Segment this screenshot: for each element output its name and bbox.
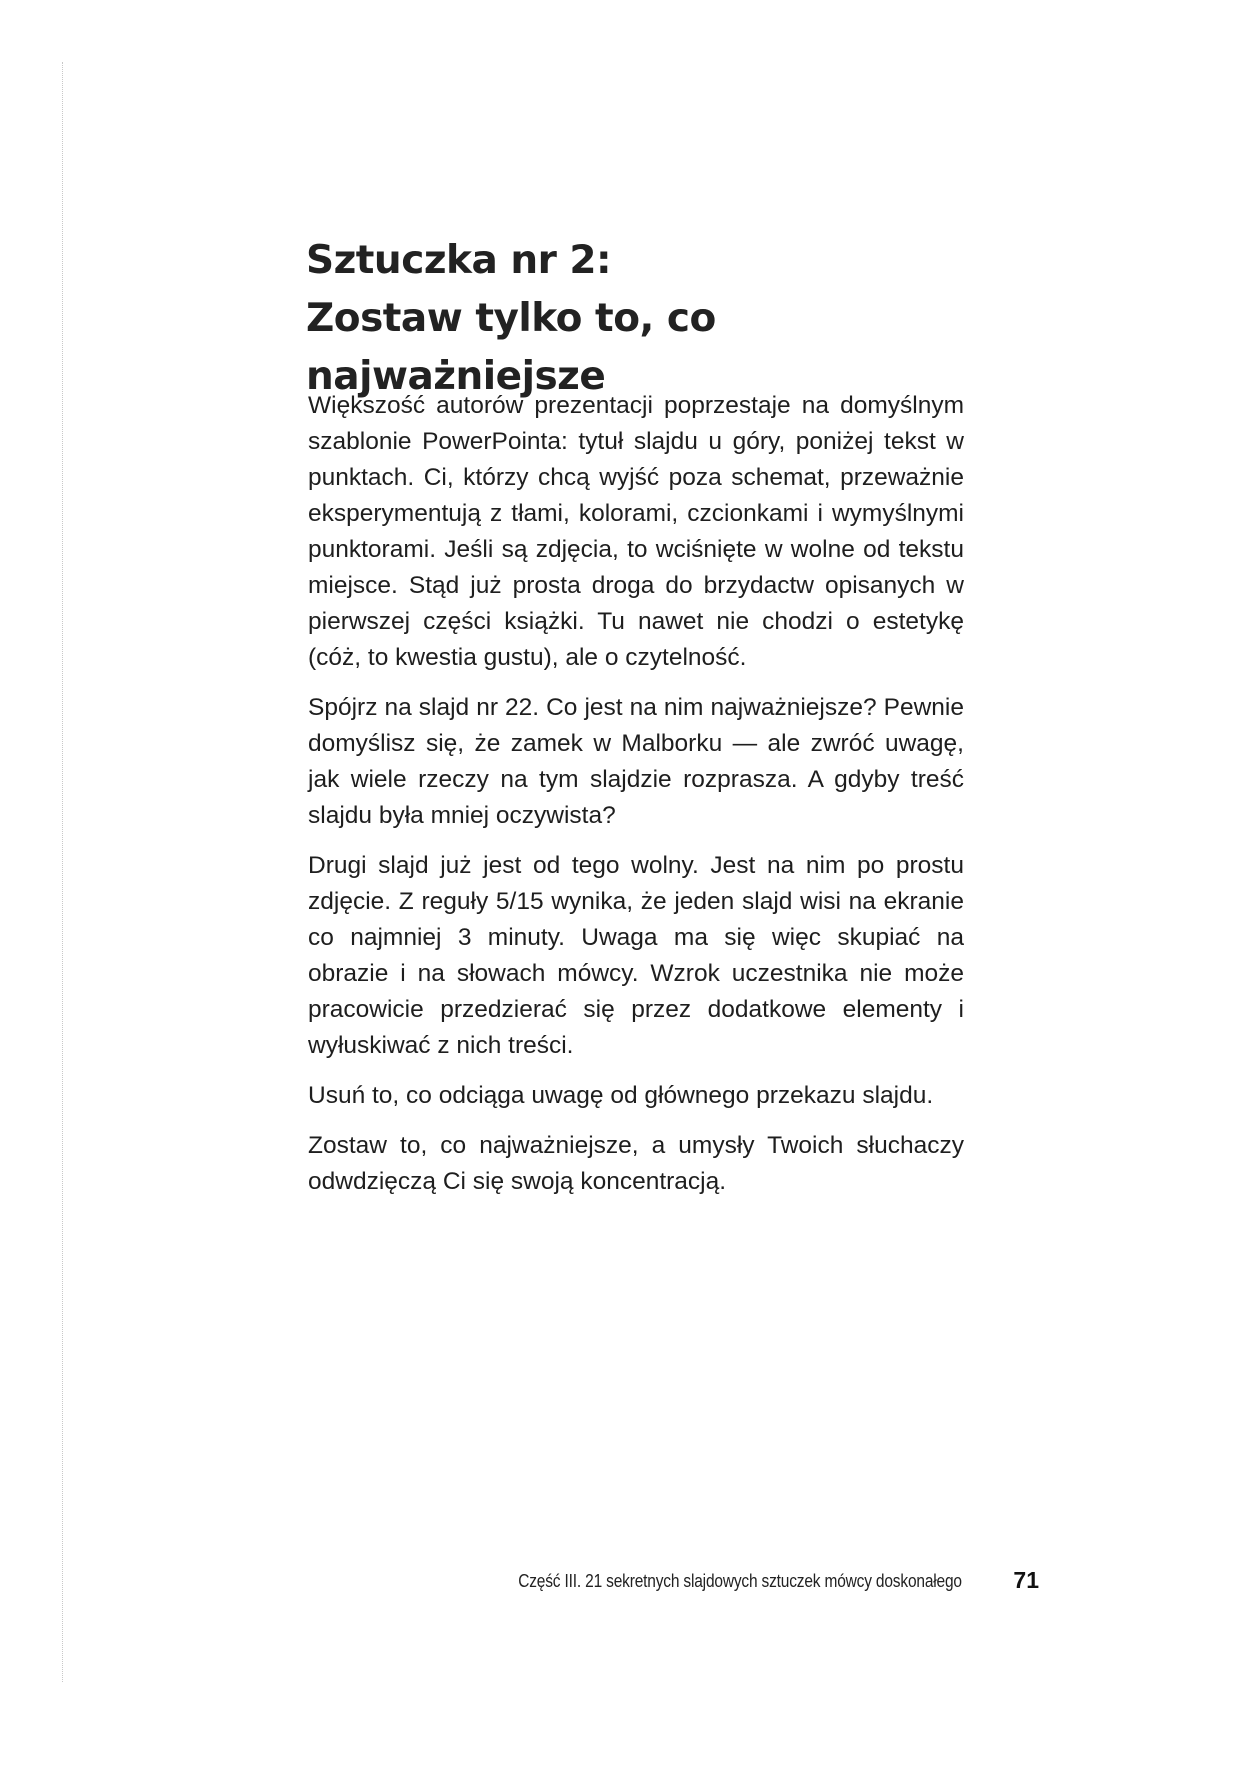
- section-heading: [306, 232, 1026, 406]
- page-footer: [300, 1567, 1040, 1599]
- page-number: 71: [1013, 1567, 1039, 1593]
- heading-line-1: Sztuczka nr 2:: [306, 238, 612, 283]
- paragraph-4: Usuń to, co odciąga uwagę od głównego przekazu slajdu.: [308, 1082, 934, 1109]
- paragraph-2: Spójrz na slajd nr 22. Co jest na nim najważniejsze? Pewnie domyślisz się, że zamek w Malborku — ale zwróć uwagę, jak wiele rzeczy na tym slajdzie rozprasza. A gdyby treść slajdu była mniej oczywista?: [308, 694, 964, 829]
- heading-line-2: Zostaw tylko to, co najważniejsze: [306, 296, 716, 399]
- running-head: Część III. 21 sekretnych slajdowych sztuczek mówcy doskonałego: [518, 1571, 962, 1591]
- paragraph-3: Drugi slajd już jest od tego wolny. Jest na nim po prostu zdjęcie. Z reguły 5/15 wynika, że jeden slajd wisi na ekranie co najmniej 3 minuty. Uwaga ma się więc skupiać na obrazie i na słowach mówcy. Wzrok uczestnika nie może pracowicie przedzierać się przez dodatkowe elementy i wyłuskiwać z nich treści.: [308, 852, 964, 1059]
- body-text: [308, 388, 964, 1214]
- page-edge-rule: [62, 62, 63, 1682]
- paragraph-5: Zostaw to, co najważniejsze, a umysły Twoich słuchaczy odwdzięczą Ci się swoją koncentracją.: [308, 1132, 964, 1195]
- paragraph-1: Większość autorów prezentacji poprzestaje na domyślnym szablonie PowerPointa: tytuł slajdu u góry, poniżej tekst w punktach. Ci, którzy chcą wyjść poza schemat, przeważnie eksperymentują z tłami, kolorami, czcionkami i wymyślnymi punktorami. Jeśli są zdjęcia, to wciśnięte w wolne od tekstu miejsce. Stąd już prosta droga do brzydactw opisanych w pierwszej części książki. Tu nawet nie chodzi o estetykę (cóż, to kwestia gustu), ale o czytelność.: [308, 392, 964, 671]
